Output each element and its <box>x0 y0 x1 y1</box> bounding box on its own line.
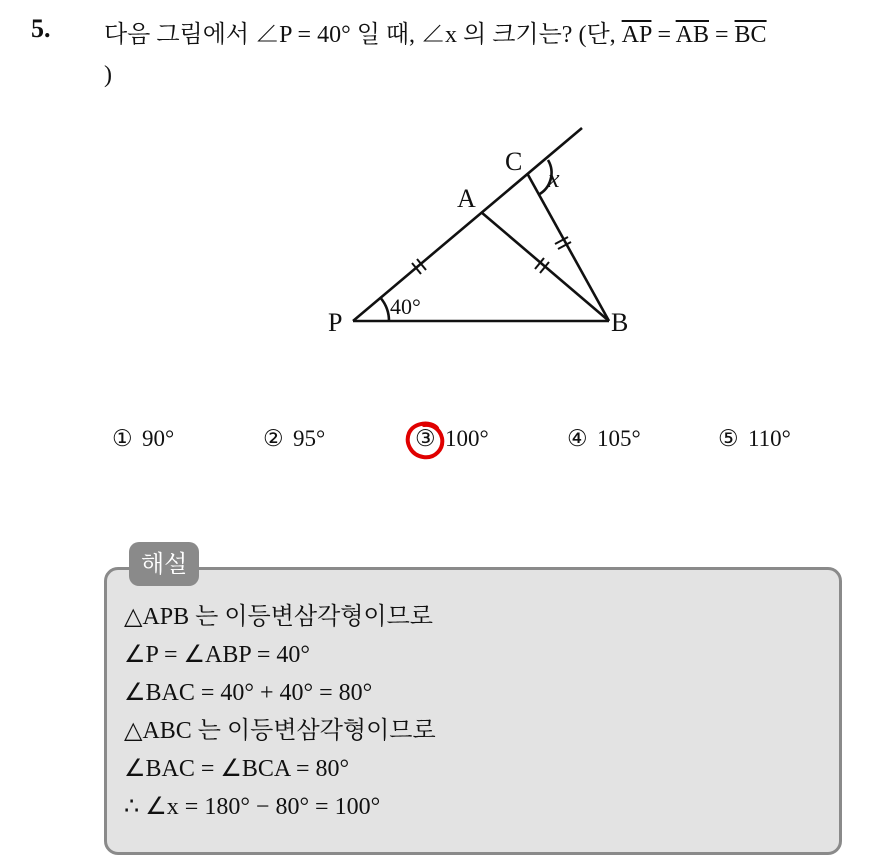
choice-4[interactable] <box>567 426 641 452</box>
solution-line-6: ∴ ∠x = 180° − 80° = 100° <box>124 794 381 820</box>
choice-1-value: 90° <box>142 426 175 451</box>
label-b: B <box>611 308 629 337</box>
solution-line-2: ∠P = ∠ABP = 40° <box>124 642 310 668</box>
choice-3-value: 100° <box>445 426 489 451</box>
label-a: A <box>457 184 476 213</box>
question-close-paren: ) <box>104 62 112 88</box>
label-p: P <box>328 308 343 337</box>
choice-5-number: ⑤ <box>718 426 739 451</box>
segment-ab: $\overline{AB}$ <box>675 22 709 48</box>
solution-line-5: ∠BAC = ∠BCA = 80° <box>124 756 350 782</box>
choice-3-number: ③ <box>415 426 436 451</box>
answer-mark-circle <box>404 419 446 461</box>
solution-line-3: ∠BAC = 40° + 40° = 80° <box>124 680 373 706</box>
solution-line-4: △ABC 는 이등변삼각형이므로 <box>124 718 436 744</box>
choice-2-value: 95° <box>293 426 326 451</box>
solution-line-1: △APB 는 이등변삼각형이므로 <box>124 604 433 630</box>
label-x: x <box>548 164 560 193</box>
question-stem: 다음 그림에서 ∠P = 40° 일 때, ∠x 의 크기는? (단, <box>104 22 622 48</box>
label-angle-p: 40° <box>390 294 421 319</box>
line-p-extended <box>353 128 582 321</box>
choice-5[interactable] <box>718 426 791 452</box>
solution-lines <box>124 598 436 826</box>
choice-2[interactable] <box>263 426 325 452</box>
solution-tag: 해설 <box>129 542 199 586</box>
geometry-figure <box>0 0 884 420</box>
choice-2-number: ② <box>263 426 284 451</box>
choice-5-value: 110° <box>748 426 791 451</box>
angle-arc-p <box>381 298 390 321</box>
question-number: 5. <box>31 14 51 43</box>
equals-1: = <box>651 22 676 48</box>
choice-1[interactable] <box>112 426 174 452</box>
choice-1-number: ① <box>112 426 133 451</box>
choice-4-value: 105° <box>597 426 641 451</box>
choice-4-number: ④ <box>567 426 588 451</box>
segment-bc: $\overline{BC}$ <box>734 22 767 48</box>
equals-2: = <box>709 22 735 48</box>
label-c: C <box>505 147 523 176</box>
segment-ap: $\overline{AP}$ <box>621 22 652 48</box>
